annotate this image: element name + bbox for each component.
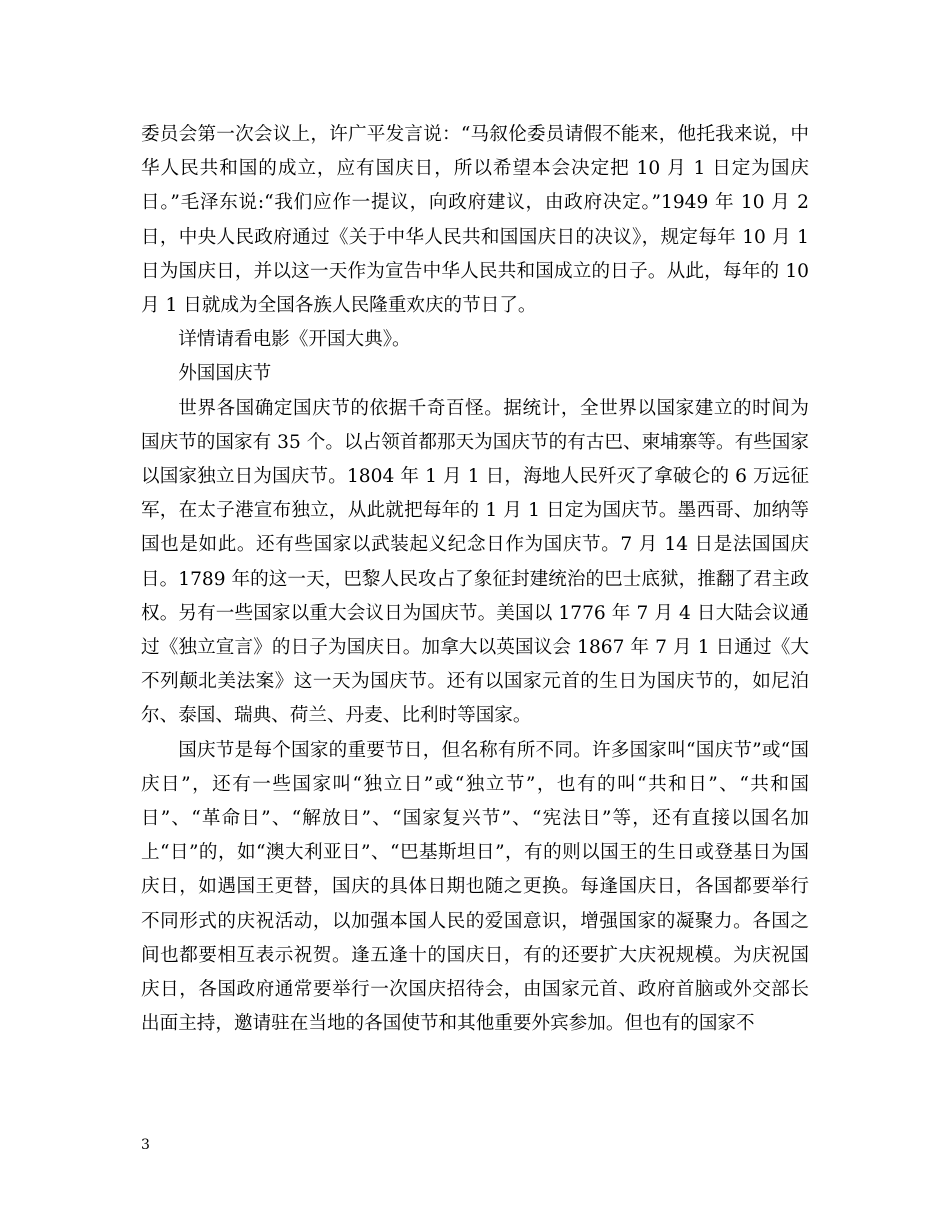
paragraph-national-day-origins: 世界各国确定国庆节的依据千奇百怪。据统计，全世界以国家建立的时间为国庆节的国家有 35 个。以占领首都那天为国庆节的有古巴、柬埔寨等。有些国家以国家独立日为国庆节。1804 年 1 月 1 日，海地人民歼灭了拿破仑的 6 万远征军，在太子港宣布独立，从此就把每年的 1 月 1 日定为国庆节。墨西哥、加纳等国也是如此。还有些国家以武装起义纪念日作为国庆节。7 月 14 日是法国国庆日。1789 年的这一天，巴黎人民攻占了象征封建统治的巴士底狱，推翻了君主政权。另有一些国家以重大会议日为国庆节。美国以 1776 年 7 月 4 日大陆会议通过《独立宣言》的日子为国庆日。加拿大以英国议会 1867 年 7 月 1 日通过《大不列颠北美法案》这一天为国庆节。还有以国家元首的生日为国庆节的，如尼泊尔、泰国、瑞典、荷兰、丹麦、比利时等国家。 (141, 397, 809, 727)
paragraph-continuation: 委员会第一次会议上，许广平发言说：“马叙伦委员请假不能来，他托我来说，中华人民共和国的成立，应有国庆日，所以希望本会决定把 10 月 1 日定为国庆日。”毛泽东说:“我们应作一提议，向政府建议，由政府决定。”1949 年 10 月 2 日，中央人民政府通过《关于中华人民共和国国庆日的决议》，规定每年 10 月 1 日为国庆日，并以这一天作为宣告中华人民共和国成立的日子。从此，每年的 10 月 1 日就成为全国各族人民隆重欢庆的节日了。 (141, 124, 809, 317)
section-heading-foreign-national-days: 外国国庆节 (178, 363, 272, 385)
paragraph-movie-note: 详情请看电影《开国大典》。 (178, 329, 411, 351)
page-number: 3 (141, 1137, 150, 1153)
body-text (141, 118, 809, 1041)
paragraph-national-day-names: 国庆节是每个国家的重要节日，但名称有所不同。许多国家叫“国庆节”或“国庆日”，还有一些国家叫“独立日”或“独立节”，也有的叫“共和日”、“共和国日”、“革命日”、“解放日”、“国家复兴节”、“宪法日”等，还有直接以国名加上“日”的，如“澳大利亚日”、“巴基斯坦日”，有的则以国王的生日或登基日为国庆日，如遇国王更替，国庆的具体日期也随之更换。每逢国庆日，各国都要举行不同形式的庆祝活动，以加强本国人民的爱国意识，增强国家的凝聚力。各国之间也都要相互表示祝贺。逢五逢十的国庆日，有的还要扩大庆祝规模。为庆祝国庆日，各国政府通常要举行一次国庆招待会，由国家元首、政府首脑或外交部长出面主持，邀请驻在当地的各国使节和其他重要外宾参加。但也有的国家不 (141, 739, 809, 1035)
